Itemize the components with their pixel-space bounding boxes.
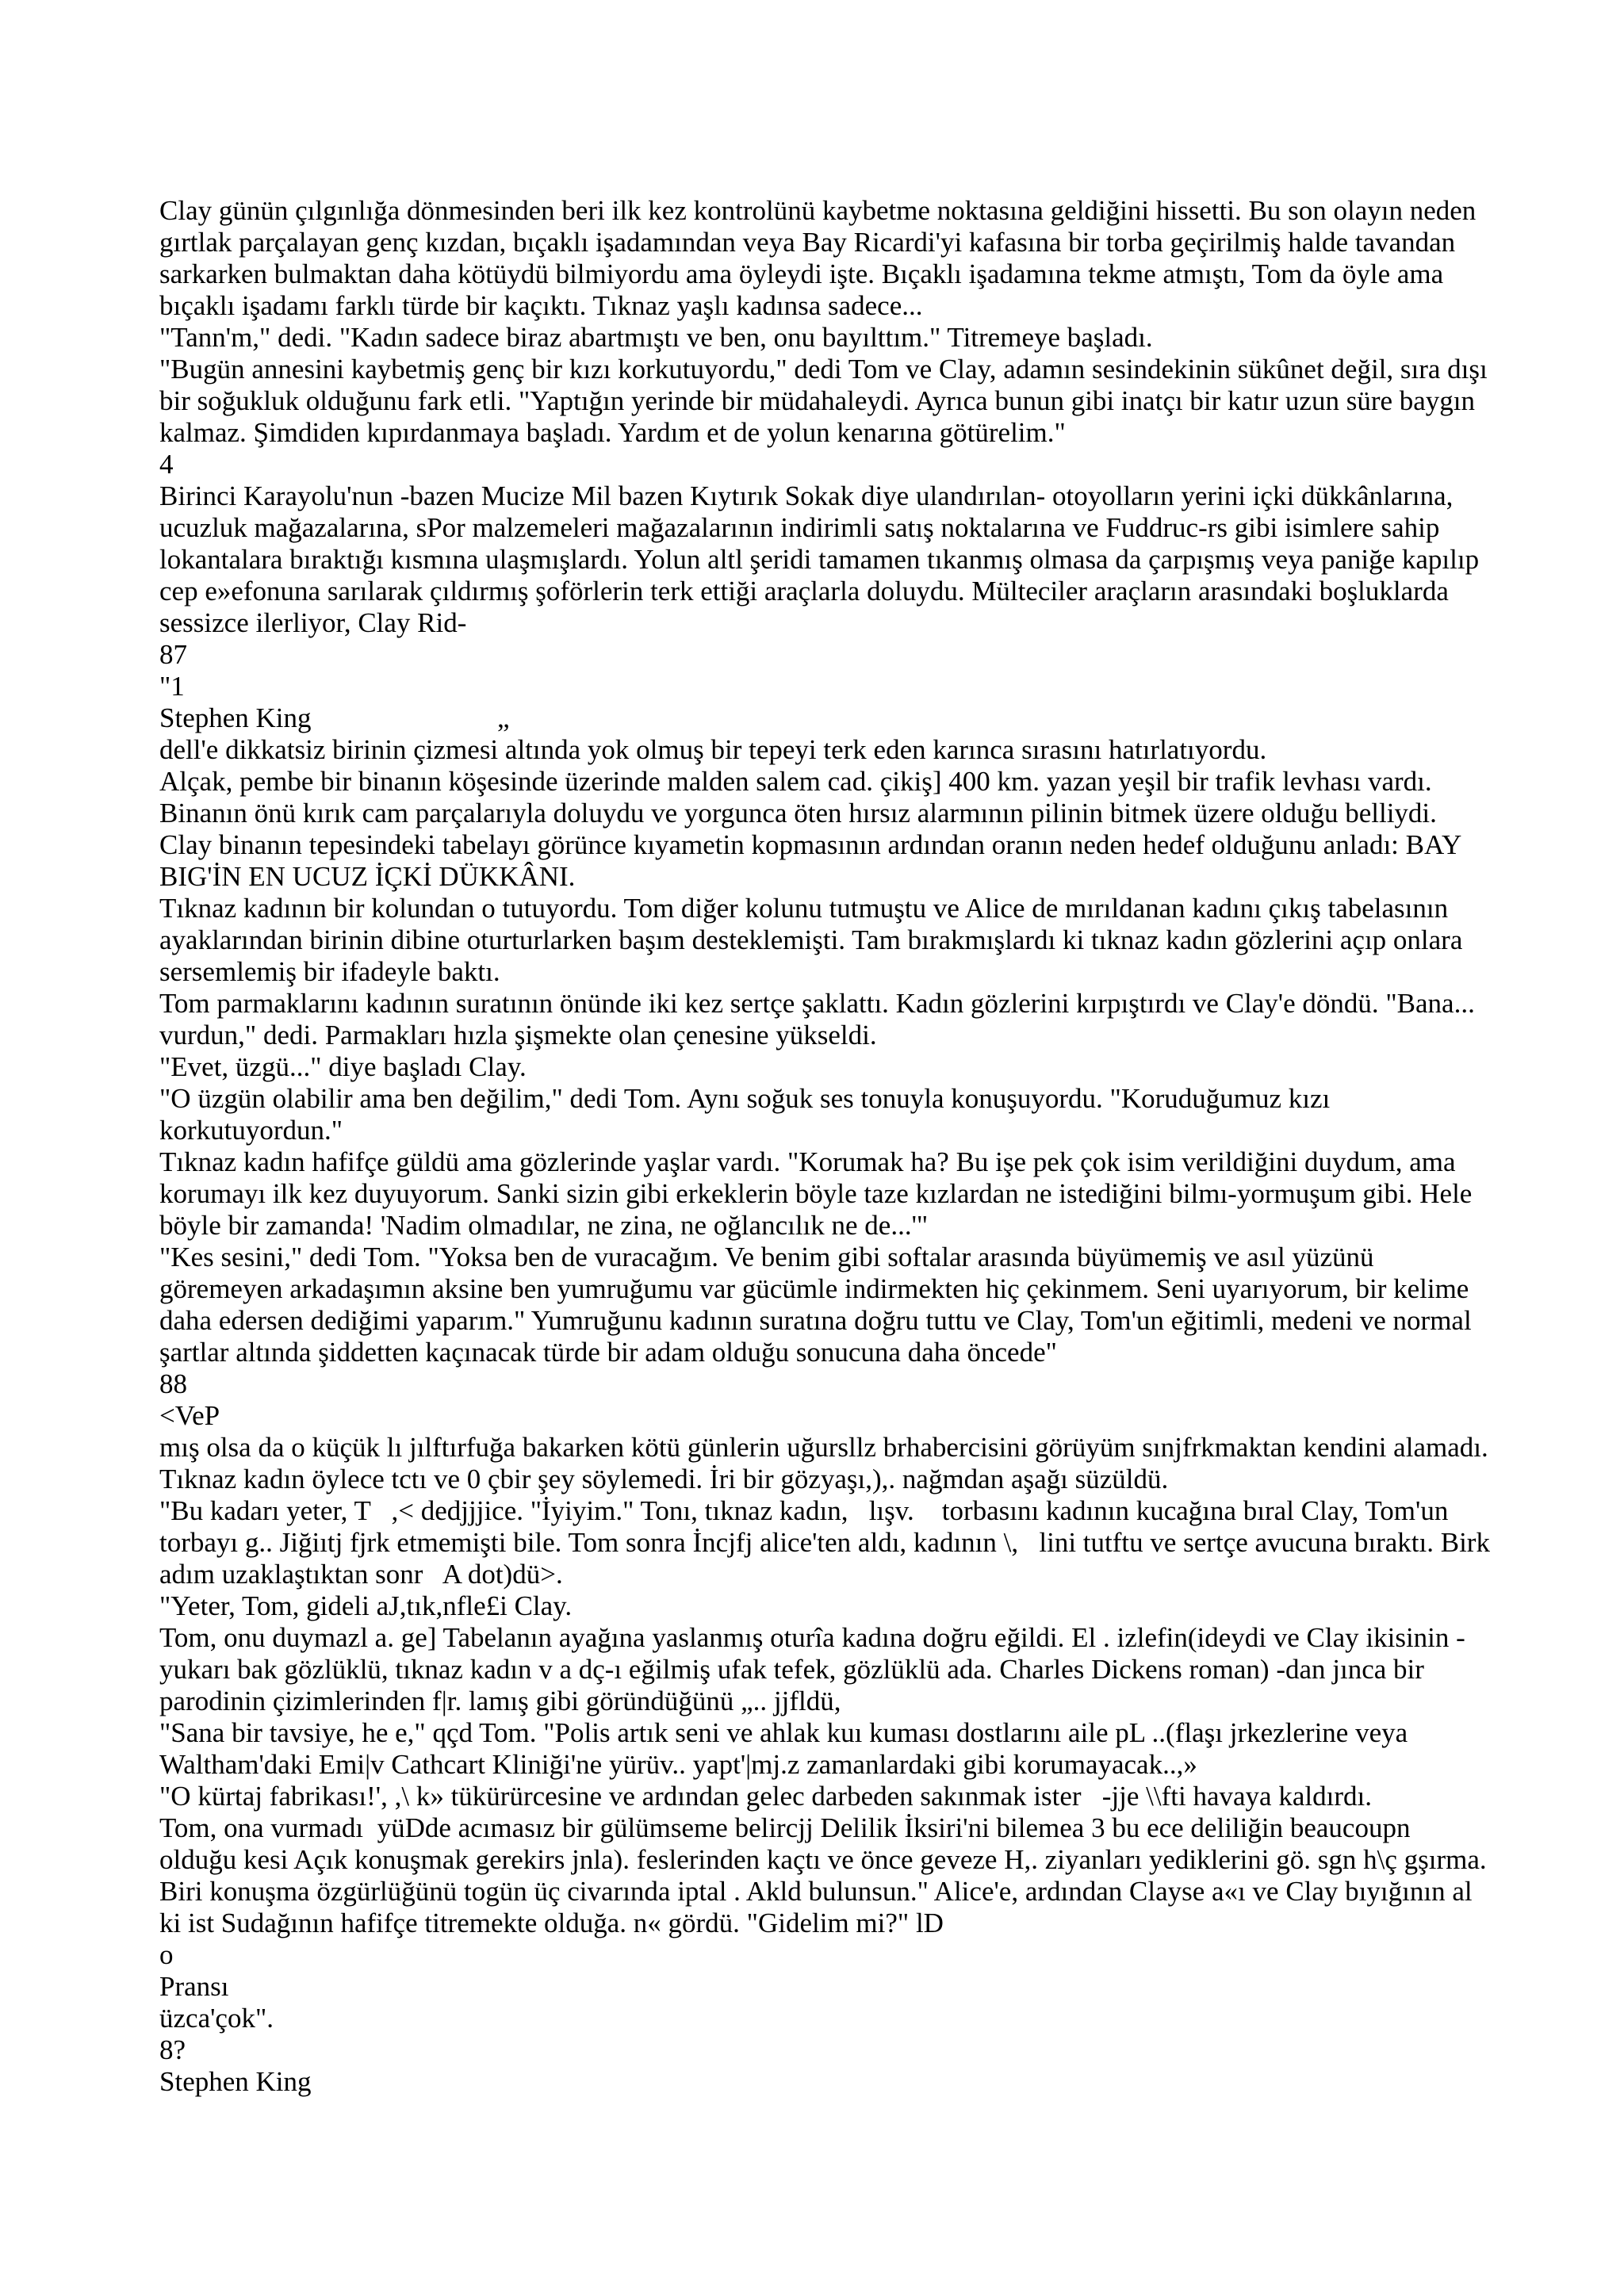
text-line: "Evet, üzgü..." diye başladı Clay. — [159, 1051, 527, 1082]
text-line: "O üzgün olabilir ama ben değilim," dedi Tom. Aynı soğuk ses tonuyla konuşuyordu. "Koruduğumuz kızı — [159, 1083, 1331, 1114]
text-line: Tıknaz kadının bir kolundan o tutuyordu. Tom diğer kolunu tutmuştu ve Alice de mırıldanan kadını çıkış tabelasının — [159, 893, 1449, 924]
text-line: Tom, ona vurmadı yüDde acımasız bir gülümseme belircjj Delilik İksiri'ni bilemea 3 bu ece deliliğin beaucoupn — [159, 1812, 1411, 1843]
text-line: Birinci Karayolu'nun -bazen Mucize Mil bazen Kıytırık Sokak diye ulandırılan- otoyolların yerini içki dükkânlarına, — [159, 480, 1454, 511]
text-line: Alçak, pembe bir binanın köşesinde üzerinde malden salem cad. çikiş] 400 km. yazan yeşil bir trafik levhası vardı. — [159, 766, 1432, 797]
section-number: 4 — [159, 449, 174, 480]
text-line: BIG'İN EN UCUZ İÇKİ DÜKKÂNI. — [159, 861, 576, 892]
running-header: Stephen King — [159, 2066, 312, 2097]
text-line: Binanın önü kırık cam parçalarıyla doluydu ve yorgunca öten hırsız alarmının pilinin bitmek üzere olduğu belliydi. — [159, 798, 1437, 828]
text-line: bıçaklı işadamı farklı türde bir kaçıktı. Tıknaz yaşlı kadınsa sadece... — [159, 290, 923, 321]
text-line: daha edersen dediğimi yaparım." Yumruğunu kadının suratına doğru tuttu ve Clay, Tom'un eğitimli, medeni ve normal — [159, 1305, 1472, 1336]
text-line: Clay günün çılgınlığa dönmesinden beri ilk kez kontrolünü kaybetme noktasına geldiğini hissetti. Bu son olayın neden — [159, 195, 1477, 226]
text-line: adım uzaklaştıktan sonr A dot)dü>. — [159, 1559, 563, 1590]
text-line: sessizce ilerliyor, Clay Rid- — [159, 607, 467, 638]
text-line: "Bugün annesini kaybetmiş genç bir kızı korkutuyordu," dedi Tom ve Clay, adamın sesindekinin sükûnet değil, sıra dışı — [159, 354, 1488, 385]
text-line: "Kes sesini," dedi Tom. "Yoksa ben de vuracağım. Ve benim gibi softalar arasında büyümemiş ve asıl yüzünü — [159, 1242, 1374, 1272]
text-line: cep e»efonuna sarılarak çıldırmış şoförlerin terk ettiği araçlarla doluydu. Mülteciler araçların arasındaki boşluklarda — [159, 576, 1449, 607]
text-line: vurdun," dedi. Parmakları hızla şişmekte olan çenesine yükseldi. — [159, 1020, 877, 1050]
text-line: Waltham'daki Emi|v Cathcart Kliniği'ne yürüv.. yapt'|mj.z zamanlardaki gibi korumayacak..,» — [159, 1749, 1197, 1780]
text-line: şartlar altında şiddetten kaçınacak türde bir adam olduğu sonucuna daha öncede" — [159, 1337, 1057, 1368]
text-line: Clay binanın tepesindeki tabelayı görünce kıyametin kopmasının ardından oranın neden hedef olduğunu anladı: BAY — [159, 829, 1462, 860]
text-line: lokantalara bıraktığı kısmına ulaşmışlardı. Yolun altl şeridi tamamen tıkanmış olmasa da çarpışmış veya paniğe kapılıp — [159, 544, 1480, 575]
text-line: gırtlak parçalayan genç kızdan, bıçaklı işadamından veya Bay Ricardi'yi kafasına bir torba geçirilmiş halde tavandan — [159, 227, 1456, 258]
text-line: mış olsa da o küçük lı jılftırfuğa bakarken kötü günlerin uğursllz brhabercisini görüyüm sınjfrkmaktan kendini alamadı. — [159, 1432, 1488, 1463]
text-line: "Bu kadarı yeter, T ,< dedjjjice. "İyiyim." Tonı, tıknaz kadın, lışv. torbasını kadının kucağına bıral Clay, Tom'un — [159, 1495, 1449, 1526]
text-line: Tıknaz kadın hafifçe güldü ama gözlerinde yaşlar vardı. "Korumak ha? Bu işe pek çok isim verildiğini duydum, ama — [159, 1146, 1456, 1177]
page-number: 87 — [159, 639, 187, 670]
text-line: sarkarken bulmaktan daha kötüydü bilmiyordu ama öyleydi işte. Bıçaklı işadamına tekme atmıştı, Tom da öyle ama — [159, 258, 1444, 289]
stray-fragment: Pransı — [159, 1971, 229, 2002]
text-line: Tom parmaklarını kadının suratının önünde iki kez sertçe şaklattı. Kadın gözlerini kırpıştırdı ve Clay'e döndü. "Bana... — [159, 988, 1475, 1019]
document-text — [159, 195, 1611, 2098]
text-line: korumayı ilk kez duyuyorum. Sanki sizin gibi erkeklerin böyle taze kızlardan ne istediğini bilmı-yormuşum gibi. Hele — [159, 1178, 1473, 1209]
text-line: Tıknaz kadın öylece tctı ve 0 çbir şey söylemedi. İri bir gözyaşı,),. nağmdan aşağı süzüldü. — [159, 1464, 1169, 1494]
text-line: "O kürtaj fabrikası!', ,\ k» tükürürcesine ve ardından gelec darbeden sakınmak ister -jje \\fti havaya kaldırdı. — [159, 1781, 1372, 1812]
text-line: bir soğukluk olduğunu fark etli. "Yaptığın yerinde bir müdahaleydi. Ayrıca bunun gibi inatçı bir katır uzun süre baygın — [159, 385, 1476, 416]
stray-quote-mark: „ — [497, 702, 510, 733]
text-line: ki ist Sudağının hafifçe titremekte olduğa. n« gördü. "Gidelim mi?" lD — [159, 1908, 944, 1938]
text-line: "Yeter, Tom, gideli aJ,tık,nfle£i Clay. — [159, 1590, 573, 1621]
stray-mark: <VeP — [159, 1400, 220, 1431]
page-number: 88 — [159, 1368, 187, 1399]
stray-mark: "1 — [159, 671, 185, 702]
text-line: dell'e dikkatsiz birinin çizmesi altında yok olmuş bir tepeyi terk eden karınca sırasını hatırlatıyordu. — [159, 734, 1267, 765]
stray-fragment: o — [159, 1939, 174, 1970]
text-line: "Sana bir tavsiye, he e," qçd Tom. "Polis artık seni ve ahlak kuı kuması dostlarını aile pL ..(flaşı jrkezlerine veya — [159, 1717, 1408, 1748]
text-line: göremeyen arkadaşımın aksine ben yumruğumu var gücümle indirmekten hiç çekinmem. Seni uyarıyorum, bir kelime — [159, 1273, 1469, 1304]
text-line: sersemlemiş bir ifadeyle baktı. — [159, 956, 500, 987]
text-line: parodinin çizimlerinden f|r. lamış gibi göründüğünü „.. jjfldü, — [159, 1686, 841, 1716]
text-line: böyle bir zamanda! 'Nadim olmadılar, ne zina, ne oğlancılık ne de...'" — [159, 1210, 929, 1241]
page-number: 8? — [159, 2034, 186, 2065]
text-line: "Tann'm," dedi. "Kadın sadece biraz abartmıştı ve ben, onu bayılttım." Titremeye başladı. — [159, 322, 1153, 353]
text-line: olduğu kesi Açık konuşmak gerekirs jnla). feslerinden kaçtı ve önce geveze H,. ziyanları yediklerini gö. sgn h\ç gşırma. — [159, 1844, 1487, 1875]
stray-fragment: üzca'çok". — [159, 2003, 274, 2034]
text-line: ucuzluk mağazalarına, sPor malzemeleri mağazalarının indirimli satış noktalarına ve Fuddruc-rs gibi isimlere sahip — [159, 512, 1440, 543]
text-line: Tom, onu duymazl a. ge] Tabelanın ayağına yaslanmış oturîa kadına doğru eğildi. El . izlefin(ideydi ve Clay ikisinin - — [159, 1622, 1465, 1653]
text-line: Biri konuşma özgürlüğünü togün üç civarında iptal . Akld bulunsun." Alice'e, ardından Clayse a«ı ve Clay bıyığının al — [159, 1876, 1473, 1907]
text-line: korkutuyordun." — [159, 1115, 343, 1146]
running-header: Stephen King — [159, 702, 312, 733]
text-line: ayaklarından birinin dibine oturturlarken başım desteklemişti. Tam bırakmışlardı ki tıknaz kadın gözlerini açıp onlara — [159, 924, 1463, 955]
text-line: kalmaz. Şimdiden kıpırdanmaya başladı. Yardım et de yolun kenarına götürelim." — [159, 417, 1066, 448]
text-line: yukarı bak gözlüklü, tıknaz kadın v a dç-ı eğilmiş ufak tefek, gözlüklü ada. Charles Dickens roman) -dan jınca bir — [159, 1654, 1424, 1685]
text-line: torbayı g.. Jiğiıtj fjrk etmemişti bile. Tom sonra İncjfj alice'ten aldı, kadının \, lini tutftu ve sertçe avucuna bıraktı. Birk — [159, 1527, 1490, 1558]
